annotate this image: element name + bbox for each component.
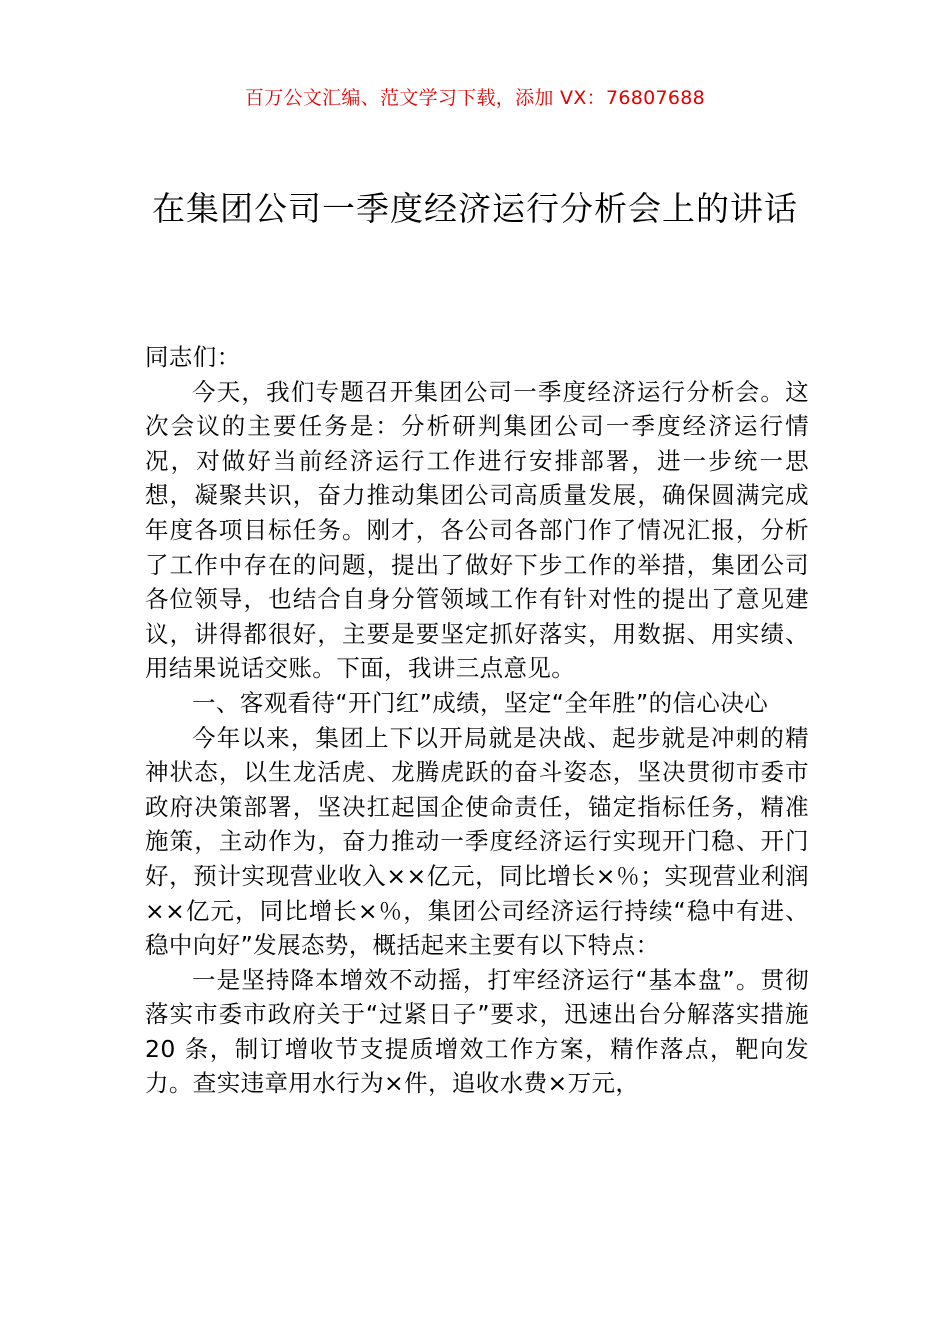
body-paragraph: 今天，我们专题召开集团公司一季度经济运行分析会。这次会议的主要任务是：分析研判集团公司一季度经济运行情况，对做好当前经济运行工作进行安排部署，进一步统一思想，凝聚共识，奋力推动集团公司高质量发展，确保圆满完成年度各项目标任务。刚才，各公司各部门作了情况汇报，分析了工作中存在的问题，提出了做好下步工作的举措，集团公司各位领导，也结合自身分管领域工作有针对性的提出了意见建议，讲得都很好，主要是要坚定抓好落实，用数据、用实绩、用结果说话交账。下面，我讲三点意见。: [145, 377, 809, 683]
header-note: 百万公文汇编、范文学习下载，添加 VX：76807688: [244, 87, 706, 109]
salutation: 同志们：: [145, 343, 241, 371]
body-paragraph: 一是坚持降本增效不动摇，打牢经济运行“基本盘”。贯彻落实市委市政府关于“过紧日子”要求，迅速出台分解落实措施 20 条，制订增收节支提质增效工作方案，精作落点，靶向发力。查实违章用水行为×件，追收水费×万元，: [145, 965, 809, 1098]
section-heading: 一、客观看待“开门红”成绩，坚定“全年胜”的信心决心: [192, 688, 769, 717]
body-paragraph: 今年以来，集团上下以开局就是决战、起步就是冲刺的精神状态，以生龙活虎、龙腾虎跃的奋斗姿态，坚决贯彻市委市政府决策部署，坚决扛起国企使命责任，锚定指标任务，精准施策，主动作为，奋力推动一季度经济运行实现开门稳、开门好，预计实现营业收入××亿元，同比增长×％；实现营业利润××亿元，同比增长×％，集团公司经济运行持续“稳中有进、稳中向好”发展态势，概括起来主要有以下特点：: [145, 723, 809, 960]
document-body: [145, 340, 809, 1101]
page-title: 在集团公司一季度经济运行分析会上的讲话: [152, 189, 798, 228]
